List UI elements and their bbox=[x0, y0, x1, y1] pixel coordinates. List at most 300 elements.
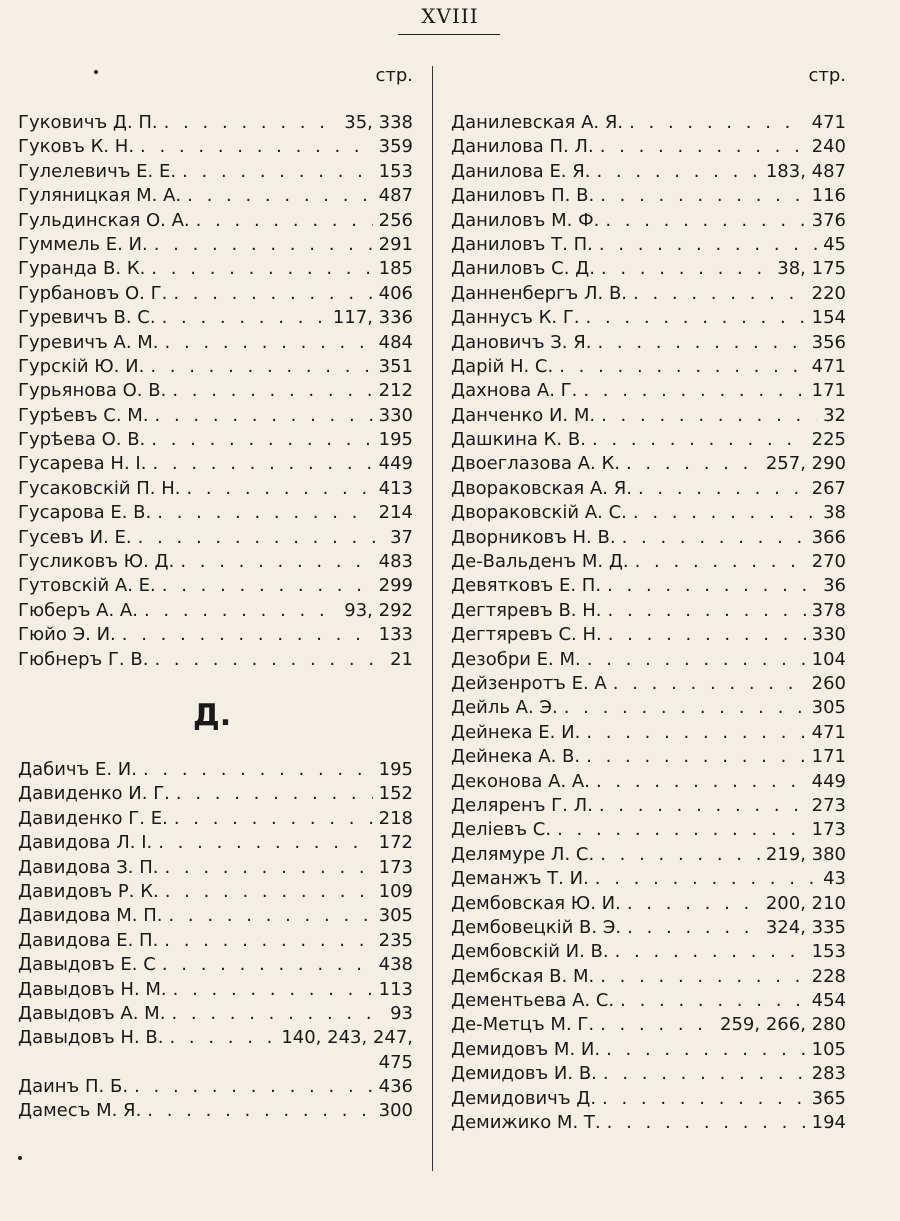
right-column-header: стр. bbox=[808, 65, 846, 86]
dot-leader bbox=[162, 306, 327, 330]
index-entry bbox=[451, 745, 846, 769]
dot-leader bbox=[171, 1002, 384, 1026]
dot-leader bbox=[134, 1075, 373, 1099]
entry-name: Гуревичъ А. М. bbox=[18, 331, 159, 353]
dot-leader bbox=[158, 831, 372, 855]
entry-pages: 195 bbox=[378, 429, 413, 451]
entry-pages: 366 bbox=[811, 526, 846, 548]
dot-leader bbox=[172, 379, 372, 403]
dot-leader bbox=[600, 184, 805, 208]
index-entry bbox=[451, 331, 846, 355]
entry-pages: 173 bbox=[811, 819, 846, 841]
entry-name: Гуранда В. К. bbox=[18, 258, 146, 280]
dot-leader bbox=[168, 904, 372, 928]
entry-name: Гусаковскій П. Н. bbox=[18, 477, 181, 499]
entry-pages: 116 bbox=[811, 185, 846, 207]
index-entry bbox=[451, 940, 846, 964]
index-entry bbox=[451, 989, 846, 1013]
section-letter: Д. bbox=[193, 697, 232, 733]
dot-leader bbox=[173, 282, 372, 306]
entry-pages: 376 bbox=[811, 209, 846, 231]
entry-pages: 487 bbox=[378, 185, 413, 207]
entry-pages: 359 bbox=[378, 136, 413, 158]
entry-name: Гурскій Ю. И. bbox=[18, 355, 145, 377]
entry-name: Деконова А. А. bbox=[451, 770, 590, 792]
index-entry bbox=[18, 526, 413, 550]
dot-leader bbox=[635, 550, 806, 574]
entry-name: Дембовецкій В. Э. bbox=[451, 916, 622, 938]
index-entry bbox=[18, 623, 413, 647]
entry-name: Дейнека А. В. bbox=[451, 746, 581, 768]
entry-pages: 140, 243, 247, bbox=[281, 1027, 413, 1049]
entry-pages: 225 bbox=[811, 429, 846, 451]
dot-leader bbox=[595, 867, 817, 891]
entry-name: Дезобри Е. М. bbox=[451, 648, 581, 670]
dot-leader bbox=[150, 355, 372, 379]
index-entry bbox=[18, 404, 413, 428]
entry-name: Гюберъ А. А. bbox=[18, 599, 138, 621]
index-entry bbox=[451, 1111, 846, 1135]
dot-leader bbox=[626, 452, 760, 476]
entry-pages: 214 bbox=[378, 502, 413, 524]
entry-name: Гуревичъ В. С. bbox=[18, 307, 156, 329]
left-column bbox=[18, 63, 413, 1124]
left-entries-d bbox=[18, 758, 413, 1124]
dot-leader bbox=[586, 745, 806, 769]
entry-name: Даниловъ Т. П. bbox=[451, 233, 593, 255]
page-number: XVIII bbox=[421, 4, 479, 28]
entry-pages: 109 bbox=[378, 880, 413, 902]
entry-name: Даннусъ К. Г. bbox=[451, 307, 580, 329]
entry-name: Данненбергъ Л. В. bbox=[451, 282, 628, 304]
dot-leader bbox=[155, 404, 373, 428]
index-entry bbox=[451, 574, 846, 598]
entry-name: Давидова М. П. bbox=[18, 905, 163, 927]
dot-leader bbox=[586, 306, 806, 330]
entry-name: Демидовичъ Д. bbox=[451, 1087, 597, 1109]
entry-pages: 259, 266, 280 bbox=[720, 1014, 846, 1036]
entry-pages: 93 bbox=[390, 1002, 413, 1024]
index-entry bbox=[18, 233, 413, 257]
entry-name: Давыдовъ Е. С bbox=[18, 954, 156, 976]
dot-leader bbox=[174, 807, 373, 831]
entry-pages: 305 bbox=[378, 905, 413, 927]
entry-name: Гусликовъ Ю. Д. bbox=[18, 551, 175, 573]
entry-name: Данилова Е. Я. bbox=[451, 160, 591, 182]
entry-name: Дворниковъ Н. В. bbox=[451, 526, 616, 548]
entry-name: Дановичъ З. Я. bbox=[451, 331, 592, 353]
dot-leader bbox=[164, 929, 372, 953]
entry-pages: 194 bbox=[811, 1112, 846, 1134]
entry-pages: 471 bbox=[811, 355, 846, 377]
index-entry bbox=[18, 355, 413, 379]
entry-pages: 219, 380 bbox=[765, 843, 846, 865]
entry-pages: 173 bbox=[378, 856, 413, 878]
index-entry bbox=[451, 721, 846, 745]
entry-name: Двораковская А. Я. bbox=[451, 477, 632, 499]
dot-leader bbox=[182, 160, 373, 184]
index-entry bbox=[18, 1075, 413, 1099]
entry-name: Гурьянова О. В. bbox=[18, 380, 167, 402]
index-entry bbox=[451, 623, 846, 647]
index-entry bbox=[451, 892, 846, 916]
entry-pages: 195 bbox=[378, 758, 413, 780]
entry-pages: 256 bbox=[378, 209, 413, 231]
entry-name: Даниловъ П. В. bbox=[451, 185, 595, 207]
dot-leader bbox=[607, 1111, 806, 1135]
entry-name: Гуковичъ Д. П. bbox=[18, 112, 158, 133]
entry-name: Давиденко Г. Е. bbox=[18, 807, 168, 829]
dot-leader bbox=[559, 355, 805, 379]
dot-leader bbox=[152, 452, 372, 476]
index-entry bbox=[18, 331, 413, 355]
index-entry bbox=[451, 1038, 846, 1062]
index-entry bbox=[18, 1026, 413, 1050]
entry-pages: 45 bbox=[823, 233, 846, 255]
entry-pages: 356 bbox=[811, 331, 846, 353]
entry-name: Де-Вальденъ М. Д. bbox=[451, 551, 629, 573]
index-entry bbox=[18, 501, 413, 525]
entry-name: Деманжъ Т. И. bbox=[451, 868, 589, 890]
index-entry bbox=[451, 1062, 846, 1086]
entry-name: Давидова Е. П. bbox=[18, 929, 159, 951]
entry-pages: 471 bbox=[811, 721, 846, 743]
entry-name: Гюбнеръ Г. В. bbox=[18, 648, 149, 670]
index-entry bbox=[451, 452, 846, 476]
entry-name: Дембовская Ю. И. bbox=[451, 892, 621, 914]
dot-leader bbox=[586, 721, 805, 745]
dot-leader bbox=[600, 843, 760, 867]
index-entry bbox=[18, 160, 413, 184]
entry-name: Даниловъ С. Д. bbox=[451, 258, 595, 280]
dot-leader bbox=[557, 818, 806, 842]
entry-name: Дембская В. М. bbox=[451, 965, 595, 987]
index-entry bbox=[451, 355, 846, 379]
dot-leader bbox=[564, 696, 806, 720]
entry-name: Дамесъ М. Я. bbox=[18, 1100, 142, 1122]
entry-pages: 270 bbox=[811, 551, 846, 573]
index-entry bbox=[18, 477, 413, 501]
dot-leader bbox=[169, 1026, 275, 1050]
entry-name: Дарій Н. С. bbox=[451, 355, 554, 377]
entry-pages: 260 bbox=[811, 672, 846, 694]
entry-pages: 449 bbox=[811, 770, 846, 792]
index-entry bbox=[18, 880, 413, 904]
index-entry bbox=[451, 1087, 846, 1111]
entry-pages: 171 bbox=[811, 380, 846, 402]
entry-pages: 153 bbox=[811, 941, 846, 963]
index-entry bbox=[18, 807, 413, 831]
entry-pages: 37 bbox=[390, 526, 413, 548]
index-entry bbox=[18, 856, 413, 880]
entry-pages: 228 bbox=[811, 965, 846, 987]
dot-leader bbox=[638, 477, 806, 501]
entry-name: Даинъ П. Б. bbox=[18, 1076, 129, 1098]
entry-name: Демидовъ М. И. bbox=[451, 1038, 601, 1060]
entry-pages: 436 bbox=[378, 1076, 413, 1098]
index-entry bbox=[451, 965, 846, 989]
entry-pages: 93, 292 bbox=[344, 599, 413, 621]
index-entry bbox=[451, 233, 846, 257]
index-entry bbox=[451, 550, 846, 574]
entry-pages: 330 bbox=[811, 624, 846, 646]
dot-leader bbox=[176, 782, 373, 806]
entry-pages: 305 bbox=[811, 697, 846, 719]
header-rule bbox=[398, 34, 500, 35]
dot-leader bbox=[602, 1087, 806, 1111]
dot-leader bbox=[165, 331, 373, 355]
entry-name: Дашкина К. В. bbox=[451, 429, 586, 451]
entry-pages: 117, 336 bbox=[332, 307, 413, 329]
entry-pages: 235 bbox=[378, 929, 413, 951]
entry-pages: 378 bbox=[811, 599, 846, 621]
dot-leader bbox=[600, 965, 805, 989]
entry-pages: 21 bbox=[390, 648, 413, 670]
entry-pages: 171 bbox=[811, 746, 846, 768]
index-entry bbox=[451, 843, 846, 867]
dot-leader bbox=[596, 160, 759, 184]
index-entry bbox=[18, 648, 413, 672]
dot-leader bbox=[633, 501, 817, 525]
index-entry bbox=[451, 257, 846, 281]
entry-pages: 324, 335 bbox=[765, 916, 846, 938]
dot-leader bbox=[173, 978, 373, 1002]
entry-pages: 483 bbox=[378, 551, 413, 573]
index-entry bbox=[18, 929, 413, 953]
entry-pages: 43 bbox=[823, 868, 846, 890]
entry-pages: 32 bbox=[823, 404, 846, 426]
entry-pages: 212 bbox=[378, 380, 413, 402]
dot-leader bbox=[138, 526, 384, 550]
entry-name: Дахнова А. Г. bbox=[451, 380, 578, 402]
entry-name: Гюйо Э. И. bbox=[18, 624, 116, 646]
index-entry bbox=[18, 831, 413, 855]
index-entry bbox=[451, 209, 846, 233]
entry-name: Делямуре Л. С. bbox=[451, 843, 595, 865]
entry-name: Гуковъ К. Н. bbox=[18, 136, 135, 158]
entry-pages: 299 bbox=[378, 575, 413, 597]
dot-leader bbox=[627, 916, 760, 940]
entry-pages: 172 bbox=[378, 832, 413, 854]
index-entry bbox=[451, 818, 846, 842]
entry-pages: 413 bbox=[378, 477, 413, 499]
entry-pages: 330 bbox=[378, 404, 413, 426]
entry-name: Давидовъ Р. К. bbox=[18, 880, 159, 902]
dot-leader bbox=[186, 477, 372, 501]
index-entry bbox=[451, 428, 846, 452]
entry-name: Гусевъ И. Е. bbox=[18, 526, 132, 548]
index-entry bbox=[18, 257, 413, 281]
entry-pages: 283 bbox=[811, 1063, 846, 1085]
entry-name: Дабичъ Е. И. bbox=[18, 758, 137, 780]
index-entry bbox=[451, 379, 846, 403]
index-entry bbox=[18, 452, 413, 476]
right-entries bbox=[451, 111, 846, 1135]
dot-leader bbox=[162, 574, 373, 598]
dot-leader bbox=[187, 184, 372, 208]
dot-leader bbox=[144, 599, 338, 623]
dot-leader bbox=[140, 135, 373, 159]
entry-pages: 365 bbox=[811, 1087, 846, 1109]
entry-name: Деліевъ С. bbox=[451, 819, 552, 841]
entry-pages: 133 bbox=[378, 624, 413, 646]
entry-name: Демижико М. Т. bbox=[451, 1112, 601, 1134]
entry-pages: 438 bbox=[378, 954, 413, 976]
entry-pages: 105 bbox=[811, 1038, 846, 1060]
entry-pages: 35, 338 bbox=[344, 112, 413, 133]
dot-leader bbox=[151, 428, 372, 452]
index-entry bbox=[451, 111, 846, 135]
entry-pages: 273 bbox=[811, 794, 846, 816]
index-entry bbox=[18, 978, 413, 1002]
index-entry bbox=[18, 599, 413, 623]
entry-pages: 36 bbox=[823, 575, 846, 597]
entry-name: Деляренъ Г. Л. bbox=[451, 794, 593, 816]
entry-name: Гуляницкая М. А. bbox=[18, 185, 182, 207]
entry-name: Гурбановъ О. Г. bbox=[18, 282, 168, 304]
dot-leader bbox=[613, 672, 806, 696]
entry-pages: 257, 290 bbox=[765, 453, 846, 475]
entry-name: Гурѣева О. В. bbox=[18, 429, 146, 451]
entry-pages: 240 bbox=[811, 136, 846, 158]
dot-leader bbox=[599, 233, 817, 257]
entry-name: Давыдовъ Н. М. bbox=[18, 978, 167, 1000]
entry-name: Девятковъ Е. П. bbox=[451, 575, 602, 597]
entry-name: Де-Метцъ М. Г. bbox=[451, 1014, 595, 1036]
entry-pages: 449 bbox=[378, 453, 413, 475]
index-entry bbox=[18, 379, 413, 403]
index-entry bbox=[451, 135, 846, 159]
entry-pages: 113 bbox=[378, 978, 413, 1000]
dot-leader bbox=[622, 526, 806, 550]
index-entry bbox=[451, 282, 846, 306]
index-entry bbox=[451, 794, 846, 818]
entry-name: Дембовскій И. В. bbox=[451, 941, 609, 963]
dot-leader bbox=[629, 111, 806, 135]
dot-leader bbox=[165, 880, 373, 904]
dot-leader bbox=[605, 209, 805, 233]
entry-pages: 218 bbox=[378, 807, 413, 829]
entry-pages-continued: 475 bbox=[378, 1051, 413, 1073]
index-entry bbox=[18, 135, 413, 159]
print-speck bbox=[18, 1156, 22, 1160]
dot-leader bbox=[606, 1038, 806, 1062]
entry-name: Двораковскій А. С. bbox=[451, 502, 627, 524]
dot-leader bbox=[164, 111, 339, 135]
entry-pages: 38, 175 bbox=[777, 258, 846, 280]
index-entry bbox=[18, 306, 413, 330]
entry-pages: 484 bbox=[378, 331, 413, 353]
entry-name: Дегтяревъ В. Н. bbox=[451, 599, 602, 621]
index-entry bbox=[451, 672, 846, 696]
entry-name: Давыдовъ А. М. bbox=[18, 1002, 166, 1024]
entry-pages: 104 bbox=[811, 648, 846, 670]
entry-name: Гусарова Е. В. bbox=[18, 502, 152, 524]
index-entry bbox=[18, 184, 413, 208]
left-entries-g bbox=[18, 111, 413, 672]
entry-pages: 152 bbox=[378, 783, 413, 805]
entry-pages: 351 bbox=[378, 355, 413, 377]
entry-name: Дементьева А. С. bbox=[451, 990, 615, 1012]
index-entry bbox=[451, 599, 846, 623]
entry-name: Данилова П. Л. bbox=[451, 136, 594, 158]
dot-leader bbox=[600, 135, 806, 159]
index-entry bbox=[451, 648, 846, 672]
index-entry bbox=[18, 904, 413, 928]
entry-pages: 183, 487 bbox=[765, 160, 846, 182]
entry-name: Гутовскій А. Е. bbox=[18, 575, 156, 597]
entry-name: Гульдинская О. А. bbox=[18, 209, 190, 231]
entry-name: Даниловъ М. Ф. bbox=[451, 209, 600, 231]
dot-leader bbox=[180, 550, 372, 574]
dot-leader bbox=[151, 257, 372, 281]
entry-name: Дейнека Е. И. bbox=[451, 721, 581, 743]
entry-pages: 406 bbox=[378, 282, 413, 304]
entry-pages: 291 bbox=[378, 233, 413, 255]
entry-name: Давидова З. П. bbox=[18, 856, 159, 878]
index-entry-continuation bbox=[18, 1051, 413, 1075]
index-entry bbox=[18, 550, 413, 574]
dot-leader bbox=[596, 770, 806, 794]
index-entry bbox=[18, 428, 413, 452]
entry-pages: 267 bbox=[811, 477, 846, 499]
dot-leader bbox=[600, 1013, 714, 1037]
dot-leader bbox=[157, 501, 372, 525]
dot-leader bbox=[196, 209, 373, 233]
index-entry bbox=[451, 477, 846, 501]
index-entry bbox=[451, 696, 846, 720]
entry-name: Гуммель Е. И. bbox=[18, 233, 148, 255]
entry-name: Давиденко И. Г. bbox=[18, 783, 170, 805]
entry-name: Данилевская А. Я. bbox=[451, 112, 624, 133]
dot-leader bbox=[633, 282, 806, 306]
dot-leader bbox=[587, 648, 806, 672]
entry-name: Дейзенротъ Е. А bbox=[451, 672, 607, 694]
right-column bbox=[451, 63, 846, 1135]
dot-leader bbox=[143, 758, 373, 782]
entry-pages: 185 bbox=[378, 258, 413, 280]
dot-leader bbox=[162, 953, 373, 977]
index-entry bbox=[18, 1002, 413, 1026]
dot-leader bbox=[597, 331, 805, 355]
dot-leader bbox=[583, 379, 805, 403]
index-entry bbox=[451, 184, 846, 208]
index-entry bbox=[451, 867, 846, 891]
entry-name: Гурѣевъ С. М. bbox=[18, 404, 149, 426]
index-entry bbox=[18, 953, 413, 977]
index-entry bbox=[451, 501, 846, 525]
index-entry bbox=[451, 404, 846, 428]
entry-name: Дегтяревъ С. Н. bbox=[451, 624, 602, 646]
index-entry bbox=[18, 1099, 413, 1123]
dot-leader bbox=[608, 623, 806, 647]
entry-pages: 153 bbox=[378, 160, 413, 182]
entry-name: Двоеглазова А. К. bbox=[451, 453, 620, 475]
left-column-header: стр. bbox=[375, 65, 413, 86]
dot-leader bbox=[154, 233, 373, 257]
entry-name: Демидовъ И. В. bbox=[451, 1063, 597, 1085]
entry-pages: 38 bbox=[823, 502, 846, 524]
index-entry bbox=[451, 306, 846, 330]
column-divider bbox=[432, 66, 433, 1171]
entry-name: Давыдовъ Н. В. bbox=[18, 1027, 164, 1049]
dot-leader bbox=[599, 794, 806, 818]
entry-pages: 300 bbox=[378, 1100, 413, 1122]
dot-leader bbox=[603, 1062, 806, 1086]
index-entry bbox=[18, 782, 413, 806]
entry-name: Дейль А. Э. bbox=[451, 697, 558, 719]
index-entry bbox=[18, 282, 413, 306]
